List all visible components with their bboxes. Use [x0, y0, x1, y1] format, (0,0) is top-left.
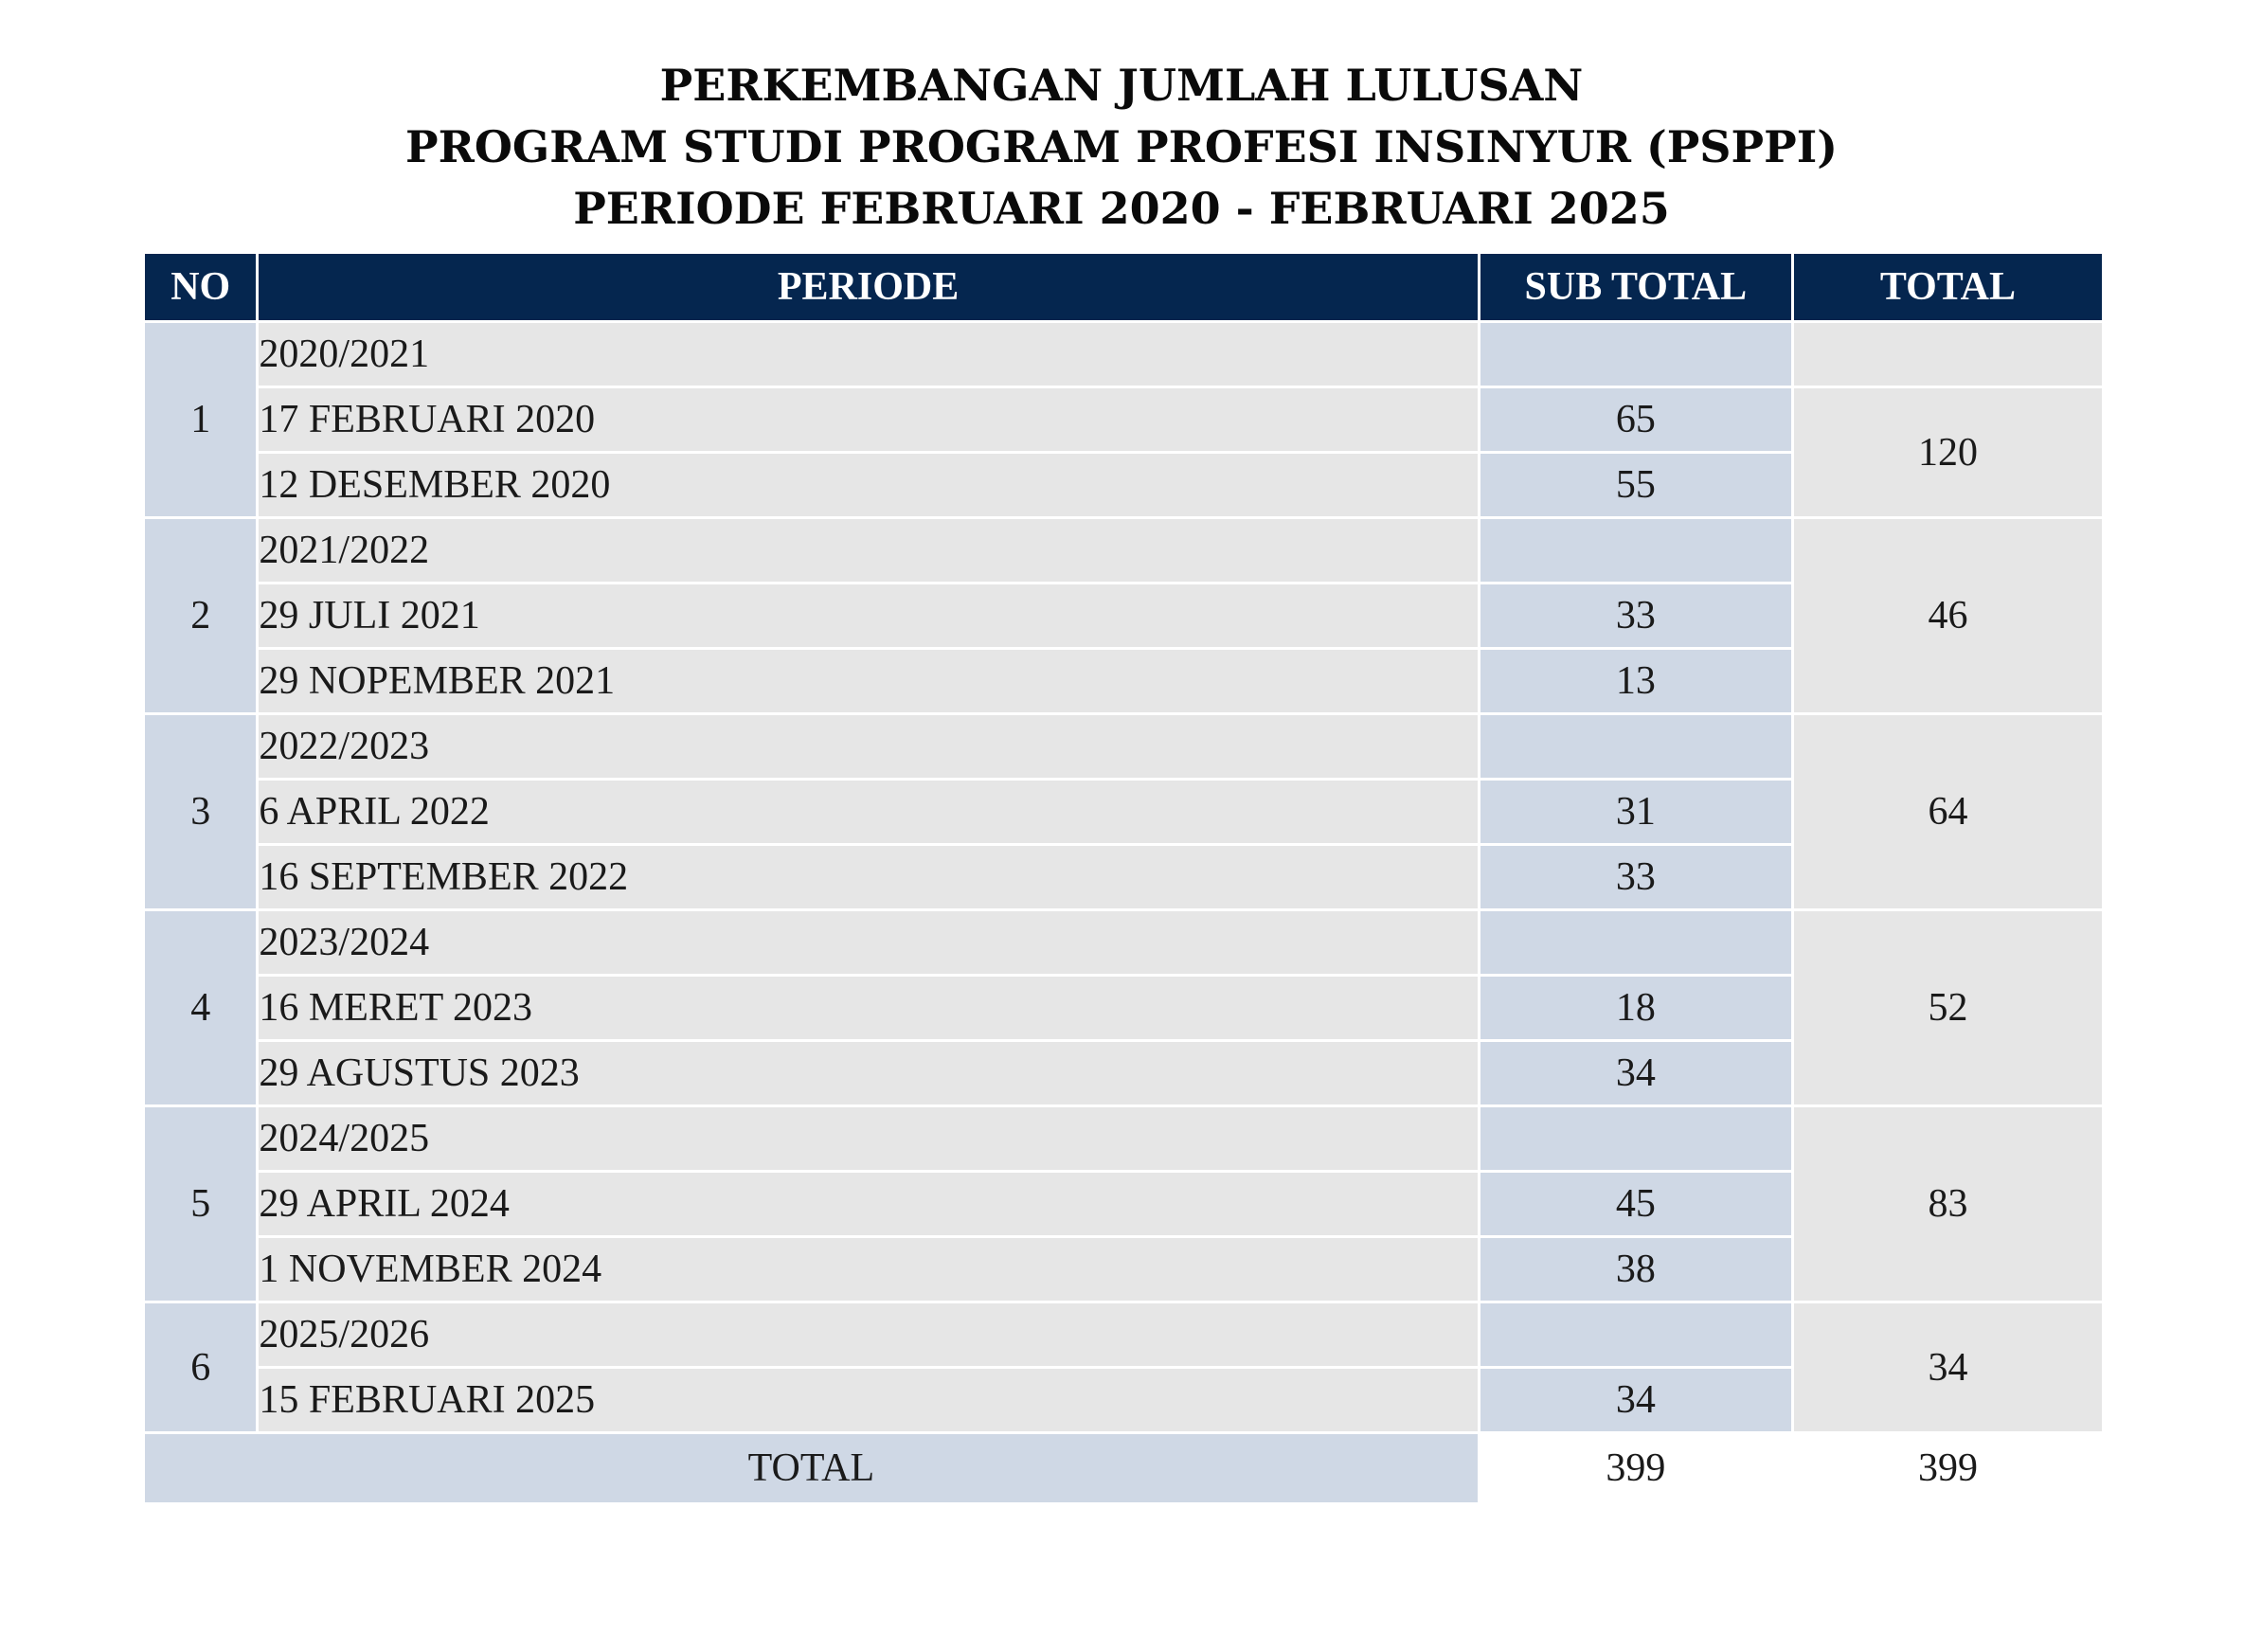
academic-year: 2024/2025 [258, 1106, 1479, 1172]
row-number: 5 [144, 1106, 258, 1302]
sub-total-cell [1479, 518, 1792, 584]
total-cell-empty [1792, 322, 2103, 387]
period-date: 29 JULI 2021 [258, 584, 1479, 649]
sub-total-cell [1479, 1106, 1792, 1172]
sub-total-cell: 18 [1479, 976, 1792, 1041]
period-date: 17 FEBRUARI 2020 [258, 387, 1479, 453]
period-date: 15 FEBRUARI 2025 [258, 1368, 1479, 1433]
sub-total-cell: 13 [1479, 649, 1792, 714]
period-date: 16 MERET 2023 [258, 976, 1479, 1041]
title-line-3: PERIODE FEBRUARI 2020 - FEBRUARI 2025 [573, 183, 1670, 234]
grand-total-sub-total: 399 [1479, 1433, 1792, 1504]
sub-total-cell [1479, 322, 1792, 387]
total-cell: 46 [1792, 518, 2103, 714]
total-cell: 120 [1792, 387, 2103, 518]
academic-year: 2020/2021 [258, 322, 1479, 387]
total-cell: 64 [1792, 714, 2103, 910]
academic-year: 2023/2024 [258, 910, 1479, 976]
academic-year: 2025/2026 [258, 1302, 1479, 1368]
table-row [144, 387, 2104, 453]
document-title [0, 55, 2243, 240]
sub-total-cell [1479, 910, 1792, 976]
total-cell: 52 [1792, 910, 2103, 1106]
row-number: 3 [144, 714, 258, 910]
header-no: NO [144, 253, 258, 322]
sub-total-cell: 65 [1479, 387, 1792, 453]
table-body [144, 322, 2104, 1504]
table-header [144, 253, 2104, 322]
period-date: 6 APRIL 2022 [258, 780, 1479, 845]
header-total: TOTAL [1792, 253, 2103, 322]
table-row [144, 518, 2104, 584]
table-row [144, 322, 2104, 387]
row-number: 2 [144, 518, 258, 714]
sub-total-cell: 31 [1479, 780, 1792, 845]
table-row [144, 910, 2104, 976]
table-row [144, 714, 2104, 780]
sub-total-cell: 33 [1479, 845, 1792, 910]
sub-total-cell [1479, 1302, 1792, 1368]
period-date: 16 SEPTEMBER 2022 [258, 845, 1479, 910]
graduates-table [142, 251, 2105, 1505]
sub-total-cell: 33 [1479, 584, 1792, 649]
period-date: 29 APRIL 2024 [258, 1172, 1479, 1237]
grand-total-label: TOTAL [144, 1433, 1480, 1504]
header-periode: PERIODE [258, 253, 1479, 322]
sub-total-cell: 55 [1479, 453, 1792, 518]
academic-year: 2022/2023 [258, 714, 1479, 780]
table-row [144, 1302, 2104, 1368]
academic-year: 2021/2022 [258, 518, 1479, 584]
period-date: 1 NOVEMBER 2024 [258, 1237, 1479, 1302]
row-number: 6 [144, 1302, 258, 1433]
period-date: 29 NOPEMBER 2021 [258, 649, 1479, 714]
sub-total-cell: 38 [1479, 1237, 1792, 1302]
title-line-2: PROGRAM STUDI PROGRAM PROFESI INSINYUR (PSPPI) [405, 121, 1838, 172]
row-number: 1 [144, 322, 258, 518]
period-date: 12 DESEMBER 2020 [258, 453, 1479, 518]
grand-total-total: 399 [1792, 1433, 2103, 1504]
table-row [144, 1106, 2104, 1172]
title-line-1: PERKEMBANGAN JUMLAH LULUSAN [659, 60, 1584, 111]
sub-total-cell: 34 [1479, 1368, 1792, 1433]
grand-total-row [144, 1433, 2104, 1504]
sub-total-cell [1479, 714, 1792, 780]
header-sub-total: SUB TOTAL [1479, 253, 1792, 322]
sub-total-cell: 34 [1479, 1041, 1792, 1106]
total-cell: 34 [1792, 1302, 2103, 1433]
period-date: 29 AGUSTUS 2023 [258, 1041, 1479, 1106]
total-cell: 83 [1792, 1106, 2103, 1302]
row-number: 4 [144, 910, 258, 1106]
sub-total-cell: 45 [1479, 1172, 1792, 1237]
header-row [144, 253, 2104, 322]
